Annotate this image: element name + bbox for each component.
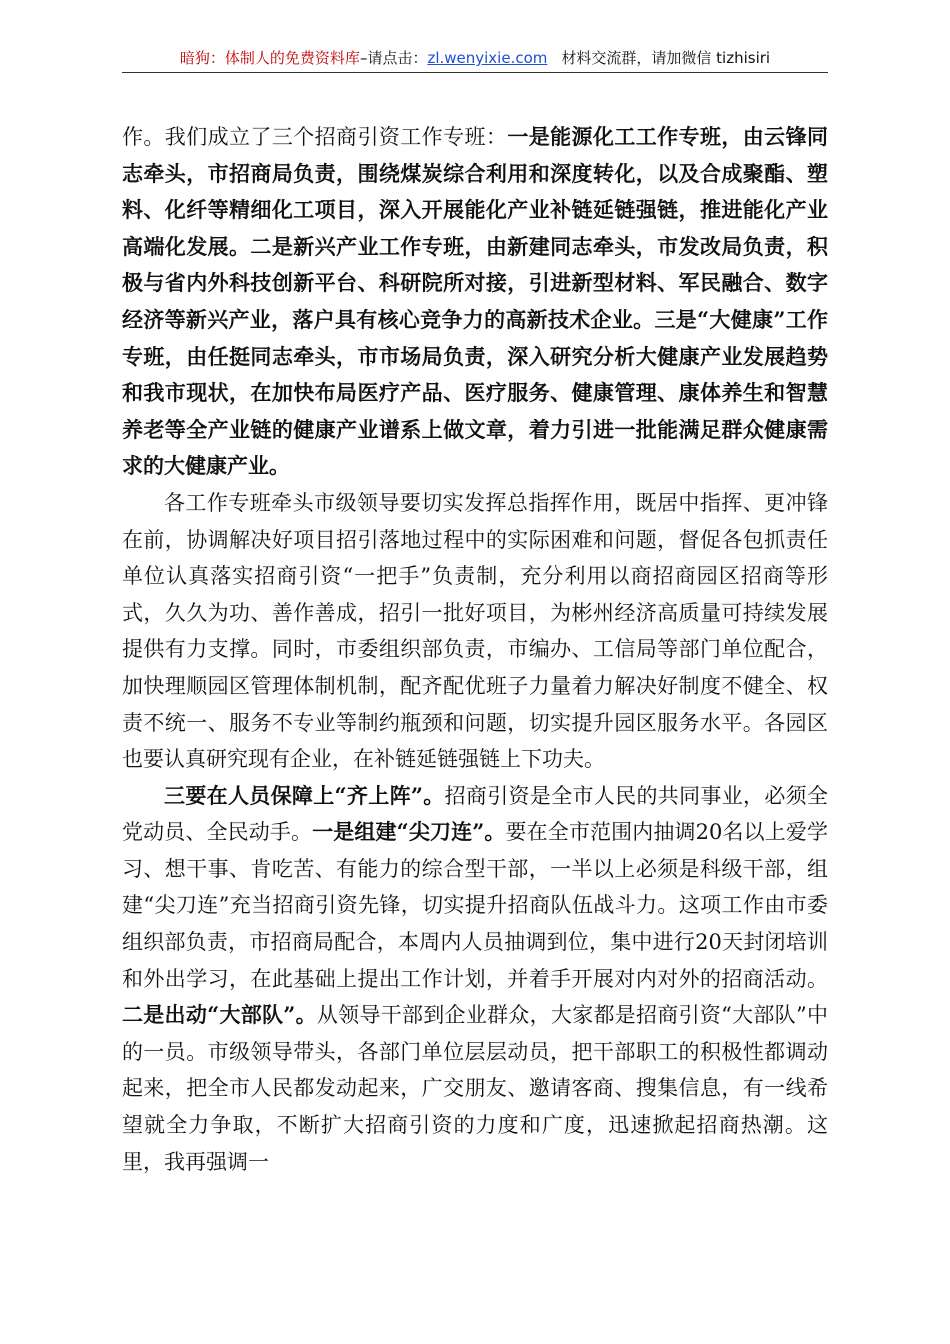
text-run: 要在全市范围内抽调20名以上爱学习、想干事、肯吃苦、有能力的综合型干部，一半以上必须是科级干部，组建“尖刀连”充当招商引资先锋，切实提升招商队伍战斗力。这项工作由市委组织部负责，市招商局配合，本周内人员抽调到位，集中进行20天封闭培训和外出学习，在此基础上提出工作计划，并着手开展对内对外的招商活动。: [122, 820, 828, 991]
document-body: [122, 119, 828, 1180]
text-run-bold: 一是组建“尖刀连”。: [312, 819, 506, 845]
header-rule: [122, 72, 828, 73]
text-run-bold: 三要在人员保障上“齐上阵”。: [164, 782, 445, 808]
paragraph-3: [122, 778, 828, 1181]
text-run: 招商引资是全市人民的共同事业，必须全党动员、全民动手。: [122, 783, 828, 845]
page-header: [122, 46, 828, 70]
paragraph-1: [122, 119, 828, 485]
text-run: 作。我们成立了三个招商引资工作专班：: [122, 125, 508, 149]
wechat-note: 材料交流群，请加微信 tizhisiri: [561, 49, 771, 67]
text-run-bold: 一是能源化工工作专班，由云锋同志牵头，市招商局负责，围绕煤炭综合利用和深度转化，以及合成聚酯、塑料、化纤等精细化工项目，深入开展能化产业补链延链强链，推进能化产业高端化发展。二是新兴产业工作专班，由新建同志牵头，市发改局负责，积极与省内外科技创新平台、科研院所对接，引进新型材料、军民融合、数字经济等新兴产业，落户具有核心竞争力的高新技术企业。三是“大健康”工作专班，由任挺同志牵头，市市场局负责，深入研究分析大健康产业发展趋势和我市现状，在加快布局医疗产品、医疗服务、健康管理、康体养生和智慧养老等全产业链的健康产业谱系上做文章，着力引进一批能满足群众健康需求的大健康产业。: [122, 124, 828, 479]
paragraph-2: [122, 485, 828, 778]
text-run: 各工作专班牵头市级领导要切实发挥总指挥作用，既居中指挥、更冲锋在前，协调解决好项目招引落地过程中的实际困难和问题，督促各包抓责任单位认真落实招商引资“一把手”负责制，充分利用以商招商园区招商等形式，久久为功、善作善成，招引一批好项目，为彬州经济高质量可持续发展提供有力支撑。同时，市委组织部负责，市编办、工信局等部门单位配合，加快理顺园区管理体制机制，配齐配优班子力量着力解决好制度不健全、权责不统一、服务不专业等制约瓶颈和问题，切实提升园区服务水平。各园区也要认真研究现有企业，在补链延链强链上下功夫。: [122, 490, 828, 772]
click-prompt: –请点击：: [359, 49, 428, 67]
text-run-bold: 二是出动“大部队”。: [122, 1002, 317, 1028]
text-run: 从领导干部到企业群众，大家都是招商引资“大部队”中的一员。市级领导带头，各部门单位层层动员，把干部职工的积极性都调动起来，把全市人民都发动起来，广交朋友、邀请客商、搜集信息，有一线希望就全力争取，不断扩大招商引资的力度和广度，迅速掀起招商热潮。这里，我再强调一: [122, 1003, 828, 1174]
site-link[interactable]: zl.wenyixie.com: [427, 49, 548, 67]
site-name: 暗狗：体制人的免费资料库: [179, 49, 360, 67]
